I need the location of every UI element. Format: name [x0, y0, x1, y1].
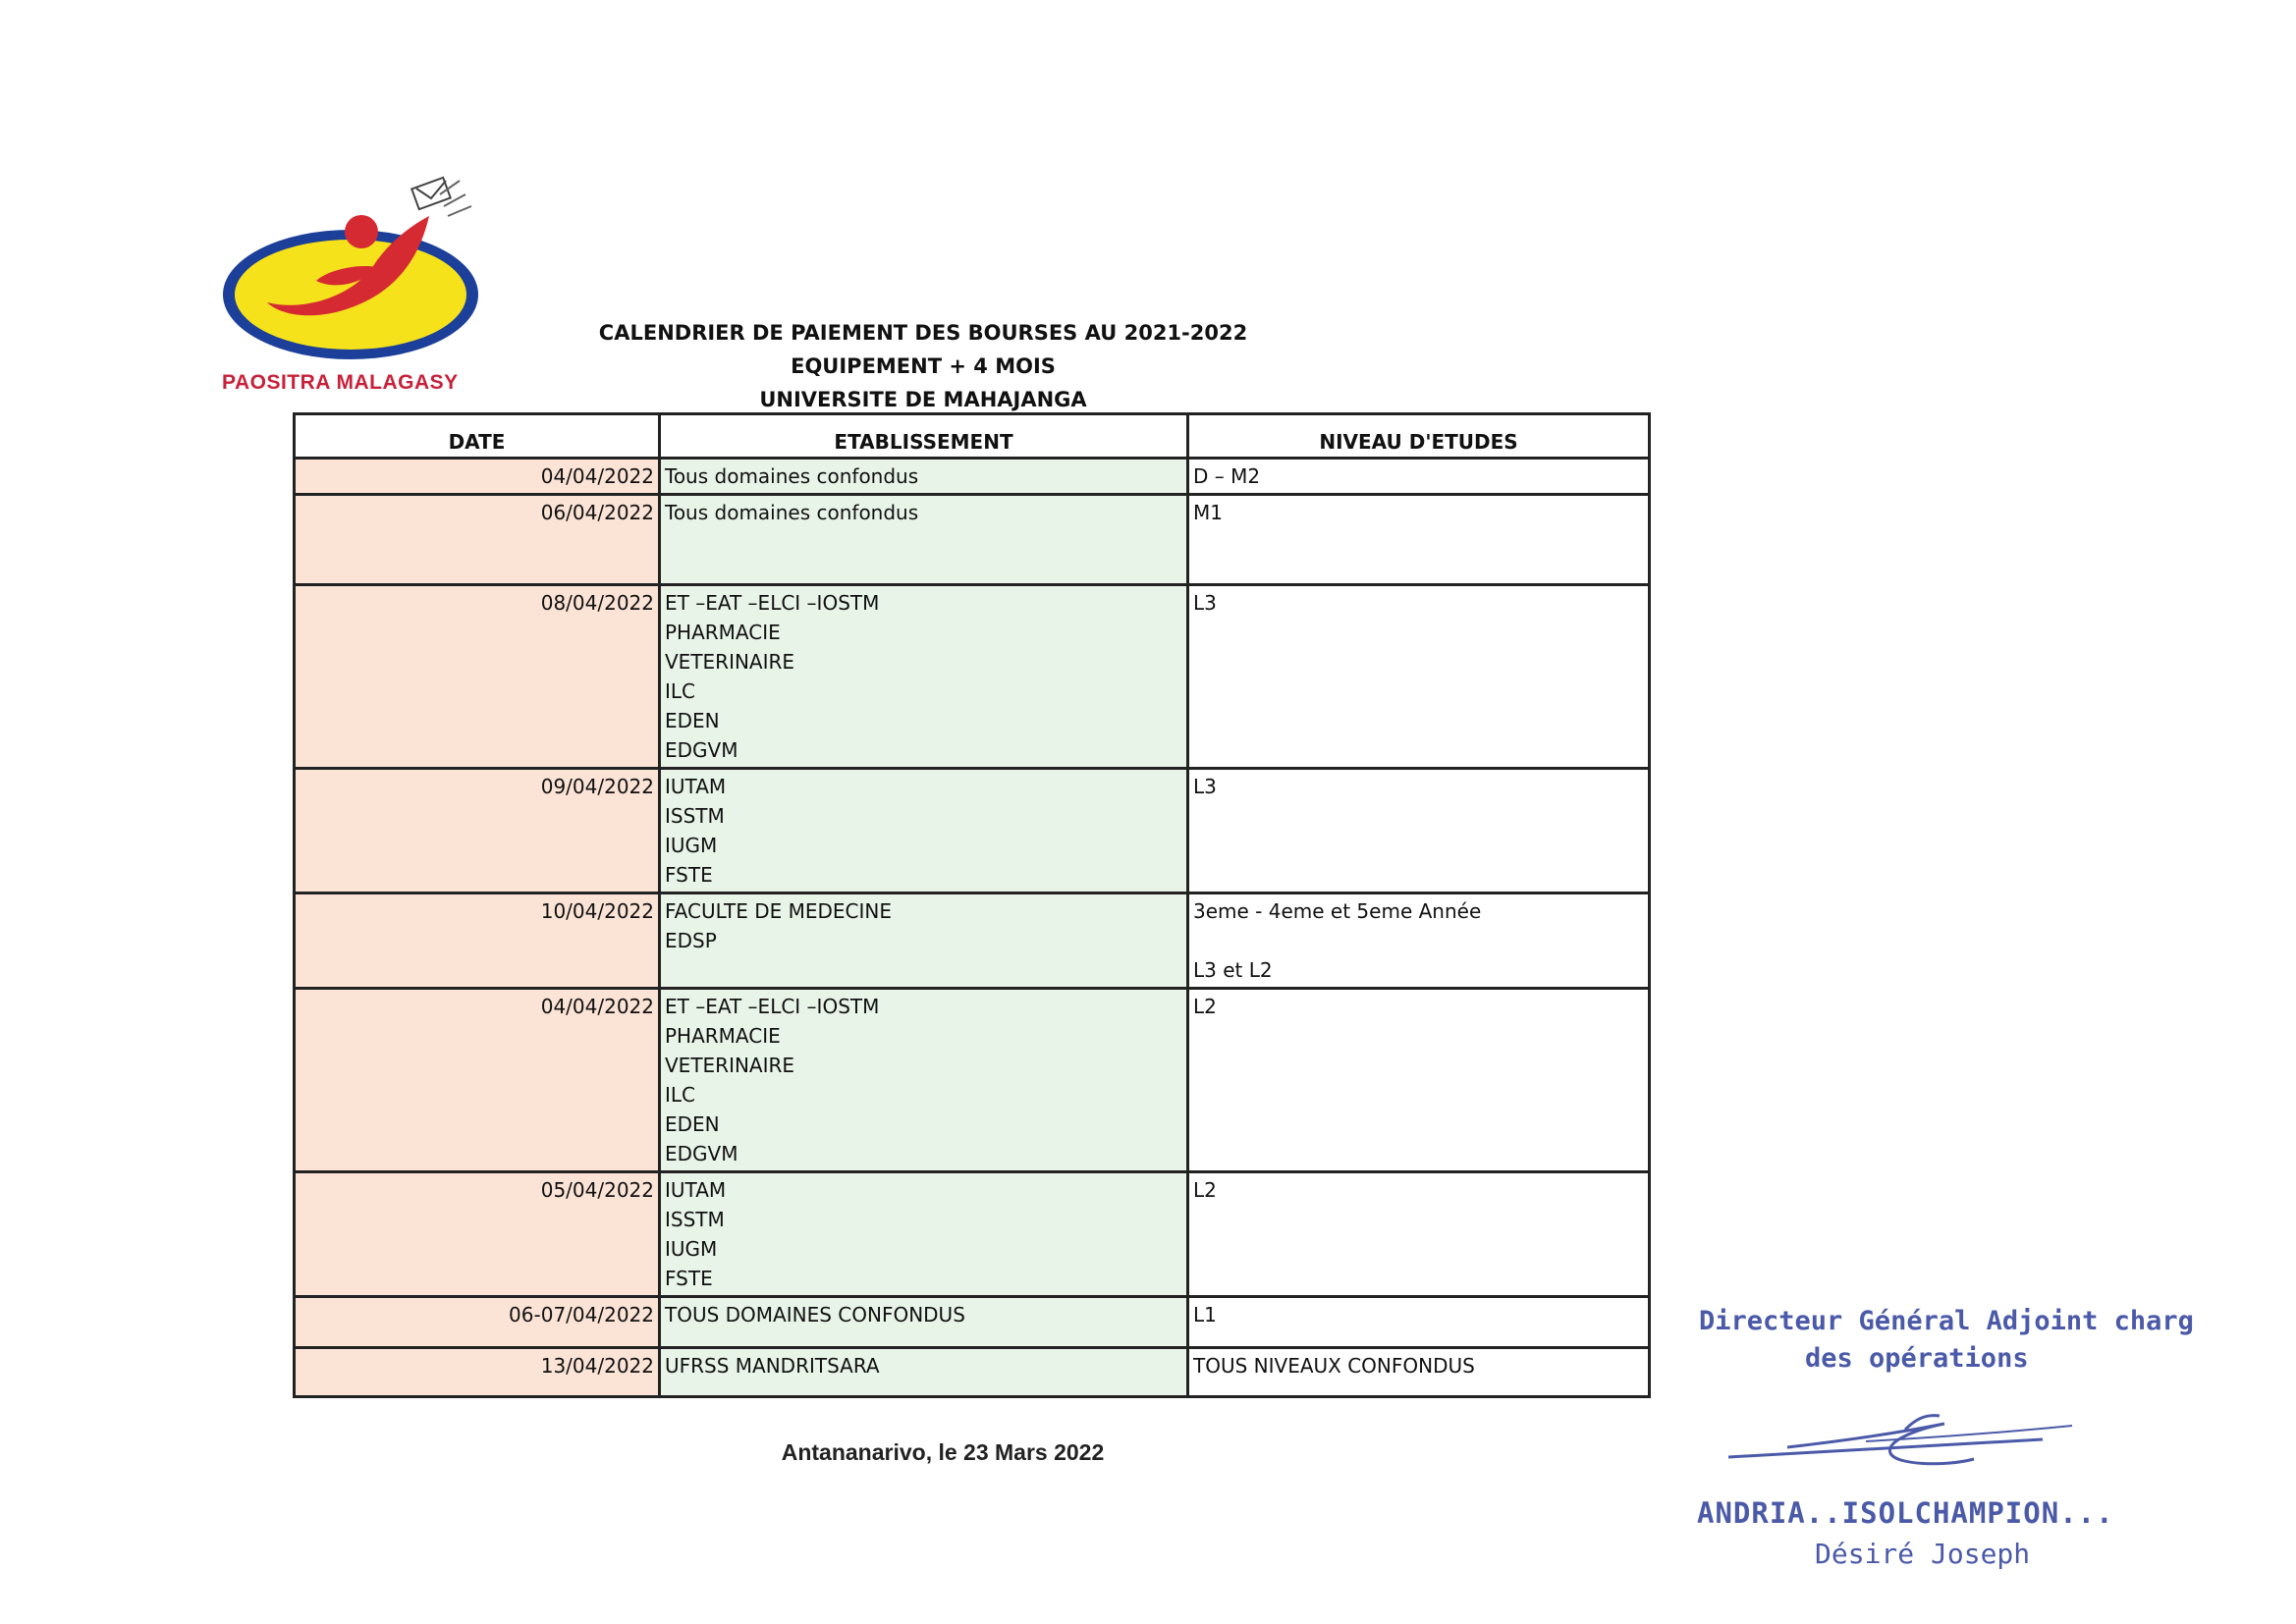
niveau-line: M1: [1193, 501, 1223, 524]
cell-date: 06-07/04/2022: [295, 1297, 660, 1348]
table-row: [295, 1348, 1650, 1397]
cell-niveau: [1188, 585, 1650, 769]
cell-niveau: [1188, 1172, 1650, 1297]
etablissement-line: EDEN: [665, 709, 720, 732]
cell-etablissement: [660, 769, 1188, 893]
cell-etablissement: [660, 893, 1188, 989]
etablissement-line: UFRSS MANDRITSARA: [665, 1354, 880, 1378]
cell-etablissement: [660, 989, 1188, 1172]
cell-date: 13/04/2022: [295, 1348, 660, 1397]
niveau-line: L2: [1193, 995, 1217, 1018]
paositra-logo-icon: [208, 165, 493, 371]
signature-icon: [1719, 1400, 2092, 1479]
etablissement-line: FACULTE DE MEDECINE: [665, 899, 892, 923]
column-header-niveau: NIVEAU D'ETUDES: [1188, 414, 1650, 459]
etablissement-line: TOUS DOMAINES CONFONDUS: [665, 1303, 965, 1326]
cell-date: 06/04/2022: [295, 495, 660, 585]
etablissement-line: IUTAM: [665, 1178, 727, 1202]
table-row: [295, 1297, 1650, 1348]
etablissement-line: EDGVM: [665, 1142, 738, 1165]
etablissement-line: ILC: [665, 679, 696, 703]
cell-niveau: [1188, 1348, 1650, 1397]
cell-niveau: [1188, 769, 1650, 893]
cell-date: 05/04/2022: [295, 1172, 660, 1297]
niveau-line: L3 et L2: [1193, 958, 1273, 982]
cell-etablissement: [660, 495, 1188, 585]
cell-etablissement: [660, 1297, 1188, 1348]
etablissement-line: ILC: [665, 1083, 696, 1107]
table-row: [295, 585, 1650, 769]
table-row: [295, 459, 1650, 495]
etablissement-line: Tous domaines confondus: [665, 464, 919, 488]
etablissement-line: ET –EAT –ELCI –IOSTM: [665, 591, 880, 615]
cell-niveau: [1188, 989, 1650, 1172]
niveau-line: [1193, 926, 1644, 955]
column-header-etablissement: ETABLISSEMENT: [660, 414, 1188, 459]
cell-etablissement: [660, 585, 1188, 769]
table-row: [295, 893, 1650, 989]
cell-date: 10/04/2022: [295, 893, 660, 989]
niveau-line: L3: [1193, 775, 1217, 798]
etablissement-line: VETERINAIRE: [665, 650, 795, 674]
cell-etablissement: [660, 459, 1188, 495]
table-row: [295, 1172, 1650, 1297]
niveau-line: 3eme - 4eme et 5eme Année: [1193, 899, 1482, 923]
official-stamp: [1669, 1294, 2219, 1589]
document-title: CALENDRIER DE PAIEMENT DES BOURSES AU 2021-2022: [598, 321, 1248, 345]
column-header-date: DATE: [295, 414, 660, 459]
etablissement-line: EDEN: [665, 1112, 720, 1136]
cell-niveau: [1188, 1297, 1650, 1348]
etablissement-line: PHARMACIE: [665, 1024, 781, 1048]
cell-niveau: [1188, 495, 1650, 585]
niveau-line: D – M2: [1193, 464, 1261, 488]
cell-niveau: [1188, 459, 1650, 495]
stamp-firstname: Désiré Joseph: [1815, 1538, 2031, 1570]
etablissement-line: PHARMACIE: [665, 621, 781, 644]
cell-etablissement: [660, 1172, 1188, 1297]
stamp-name: ANDRIA..ISOLCHAMPION...: [1697, 1496, 2114, 1530]
table-header-row: [295, 414, 1650, 459]
cell-niveau: [1188, 893, 1650, 989]
niveau-line: TOUS NIVEAUX CONFONDUS: [1193, 1354, 1475, 1378]
etablissement-line: EDGVM: [665, 738, 738, 762]
cell-date: 08/04/2022: [295, 585, 660, 769]
university-name: UNIVERSITE DE MAHAJANGA: [759, 388, 1087, 411]
payment-calendar-table: [293, 412, 1651, 1398]
etablissement-line: ISSTM: [665, 804, 725, 828]
stamp-title-line1: Directeur Général Adjoint charg: [1699, 1306, 2194, 1336]
table-row: [295, 495, 1650, 585]
document-header: [530, 316, 1316, 416]
logo-text: PAOSITRA MALAGASY: [222, 371, 459, 394]
niveau-line: L3: [1193, 591, 1217, 615]
cell-date: 04/04/2022: [295, 989, 660, 1172]
etablissement-line: ET –EAT –ELCI –IOSTM: [665, 995, 880, 1018]
cell-date: 09/04/2022: [295, 769, 660, 893]
etablissement-line: Tous domaines confondus: [665, 501, 919, 524]
etablissement-line: FSTE: [665, 1267, 713, 1290]
etablissement-line: IUGM: [665, 834, 718, 857]
etablissement-line: ISSTM: [665, 1208, 725, 1231]
table-row: [295, 989, 1650, 1172]
paositra-logo: [208, 165, 493, 401]
etablissement-line: EDSP: [665, 929, 717, 952]
etablissement-line: FSTE: [665, 863, 713, 887]
etablissement-line: IUGM: [665, 1237, 718, 1261]
cell-etablissement: [660, 1348, 1188, 1397]
etablissement-line: IUTAM: [665, 775, 727, 798]
etablissement-line: VETERINAIRE: [665, 1054, 795, 1077]
niveau-line: L1: [1193, 1303, 1217, 1326]
table-row: [295, 769, 1650, 893]
place-date: Antananarivo, le 23 Mars 2022: [781, 1439, 1105, 1465]
stamp-title-line2: des opérations: [1805, 1343, 2029, 1374]
cell-date: 04/04/2022: [295, 459, 660, 495]
niveau-line: L2: [1193, 1178, 1217, 1202]
document-subtitle: EQUIPEMENT + 4 MOIS: [791, 354, 1056, 378]
